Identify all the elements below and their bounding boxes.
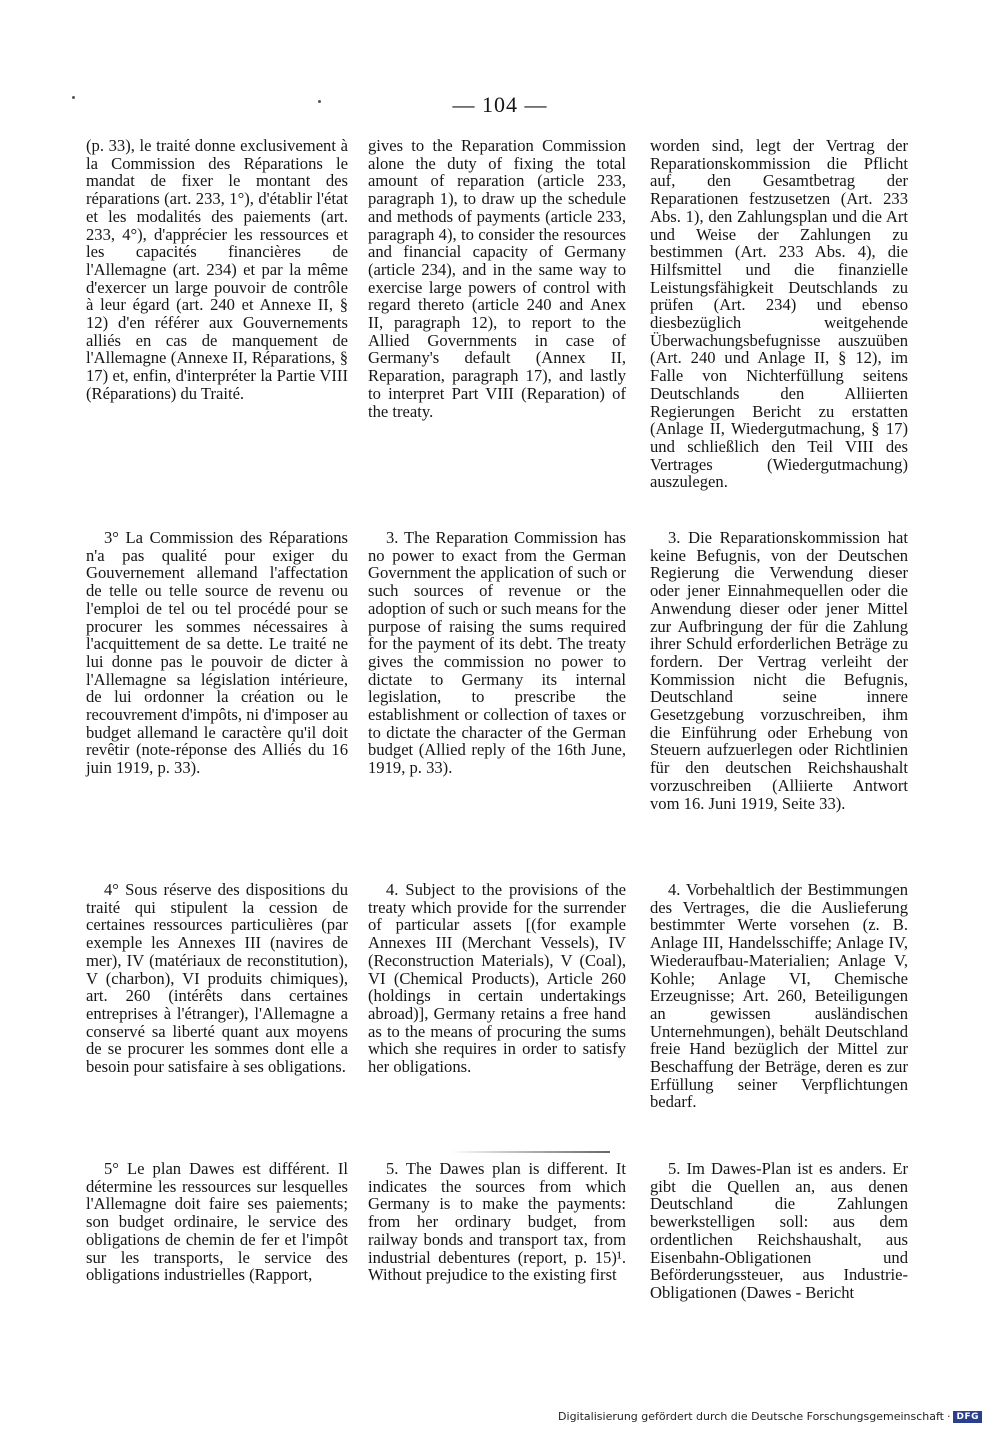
page-number: — 104 —	[452, 92, 548, 117]
english-paragraph-3: 4. Subject to the provisions of the treaty which provide for the surrender of particular assets [(for example Annexes III (Merchant Vessels), IV (Reconstruction Materials), V (Coal), VI (Chemical Products), Article 260 (holdings in certain undertakings abroad)], Germany retains a free hand as to the means of procuring the sums which she requires in order to satisfy her obligations.	[368, 880, 626, 1077]
dfg-logo: DFG	[953, 1411, 982, 1423]
footer-bullet: ·	[946, 1410, 951, 1423]
german-paragraph-1: worden sind, legt der Vertrag der Reparationskommission die Pflicht auf, den Gesamtbetrag der Reparationen festzusetzen (Art. 233 Abs. 1), den Zahlungsplan und die Art und Weise der Zahlungen zu bestimmen (Art. 233 Abs. 4), die Hilfsmittel und die finanzielle Leistungsfähigkeit Deutschlands zu prüfen (Art. 234) und ebenso diesbezüglich weitgehende Überwachungsbefugnisse auszuüben (Art. 240 und Anlage II, § 12), im Falle von Nichterfüllung seitens Deutschlands den Alliierten Regierungen Bericht zu erstatten (Anlage II, Wiedergutmachung, § 17) und schließlich den Teil VIII des Vertrages (Wiedergutmachung) auszulegen.	[650, 136, 908, 492]
print-speck	[318, 100, 321, 103]
german-paragraph-2: 3. Die Reparationskommission hat keine Befugnis, von der Deutschen Regierung die Verwendung dieser oder jener Einnahmequellen oder die Anwendung dieser oder jener Mittel zur Aufbringung der für die Zahlung ihrer Schuld erforderlichen Beträge zu fordern. Der Vertrag verleiht der Kommission nicht die Befugnis, Deutschland seine innere Gesetzgebung vorzuschreiben, ihm die Einführung oder Erhebung von Steuern aufzuerlegen oder Richtlinien für den deutschen Reichshaushalt vorzuschreiben (Alliierte Antwort vom 16. Juni 1919, Seite 33).	[650, 528, 908, 813]
english-paragraph-4: 5. The Dawes plan is different. It indicates the sources from which Germany is to make the payments: from her ordinary budget, from railway bonds and transport tax, from industrial debentures (report, p. 15)¹. Without prejudice to the existing first	[368, 1159, 626, 1285]
french-paragraph-1: (p. 33), le traité donne exclusivement à la Commission des Réparations le mandat de fixer le montant des réparations (art. 233, 1°), d'établir l'état et les modalités des paiements (art. 233, 4°), d'apprécier les ressources et les capacités financières de l'Allemagne (art. 234) et par la même d'exercer un large pouvoir de contrôle à leur égard (art. 240 et Annexe II, § 12) d'en référer aux Gouvernements alliés en cas de manquement de l'Allemagne (Annexe II, Réparations, § 17) et, enfin, d'interpréter la Partie VIII (Réparations) du Traité.	[86, 136, 348, 403]
french-paragraph-4: 5° Le plan Dawes est différent. Il détermine les ressources sur lesquelles l'Allemagne doit faire ses paiements; son budget ordinaire, le service des obligations de chemin de fer et l'impôt sur les transports, le service des obligations industrielles (Rapport,	[86, 1159, 348, 1285]
footer	[558, 1410, 982, 1423]
german-paragraph-4: 5. Im Dawes-Plan ist es anders. Er gibt die Quellen an, aus denen Deutschland die Zahlungen bewerkstelligen soll: aus dem ordentlichen Reichshaushalt, aus Eisenbahn-Obligationen und Beförderungssteuer, aus Industrie-Obligationen (Dawes - Bericht	[650, 1159, 908, 1302]
footer-credit: Digitalisierung gefördert durch die Deutsche Forschungsgemeinschaft	[558, 1410, 944, 1423]
english-paragraph-1: gives to the Reparation Commission alone the duty of fixing the total amount of reparation (article 233, paragraph 1), to draw up the schedule and methods of payments (article 233, paragraph 4), to consider the resources and financial capacity of Germany (article 234), and in the same way to exercise large powers of control with regard thereto (article 240 and Anex II, paragraph 12), to report to the Allied Governments in case of Germany's default (Annex II, Reparation, paragraph 17), and lastly to interpret Part VIII (Reparation) of the treaty.	[368, 136, 626, 421]
french-paragraph-3: 4° Sous réserve des dispositions du traité qui stipulent la cession de certaines ressources particulières (par exemple les Annexes III (navires de mer), IV (matériaux de reconstitution), V (charbon), VI produits chimiques), art. 260 (intérêts dans certaines entreprises à l'étranger), l'Allemagne a conservé sa liberté quant aux moyens de se procurer les sommes dont elle a besoin pour satisfaire à ses obligations.	[86, 880, 348, 1077]
german-paragraph-3: 4. Vorbehaltlich der Bestimmungen des Vertrages, die die Auslieferung bestimmter Werte vorsehen (z. B. Anlage III, Handelsschiffe; Anlage IV, Wiederaufbau-Materialien; Anlage V, Kohle; Anlage VI, Chemische Erzeugnisse; Art. 260, Beteiligungen an gewissen ausländischen Unternehmungen), behält Deutschland freie Hand bezüglich der Mittel zur Beschaffung der Beträge, deren es zur Erfüllung seiner Verpflichtungen bedarf.	[650, 880, 908, 1112]
english-paragraph-2: 3. The Reparation Commission has no power to exact from the German Government the application of such or such sources of revenue or the adoption of such or such means for the purpose of raising the sums required for the payment of its debt. The treaty gives the commission no power to dictate to Germany its internal legislation, to prescribe the establishment or collection of taxes or to dictate the character of the German budget (Allied reply of the 16th June, 1919, p. 33).	[368, 528, 626, 778]
print-smudge-line	[450, 1151, 610, 1153]
print-speck	[72, 96, 75, 99]
french-paragraph-2: 3° La Commission des Réparations n'a pas qualité pour exiger du Gouvernement allemand l'affectation de telle ou telle source de revenu ou l'emploi de tel ou tel procédé pour se procurer les sommes nécessaires à l'acquittement de sa dette. Le traité ne lui donne pas le pouvoir de dicter à l'Allemagne sa législation intérieure, de lui ordonner la création ou le recouvrement d'impôts, ni d'imposer au budget allemand le caractère qu'il doit revêtir (note-réponse des Alliés du 16 juin 1919, p. 33).	[86, 528, 348, 778]
